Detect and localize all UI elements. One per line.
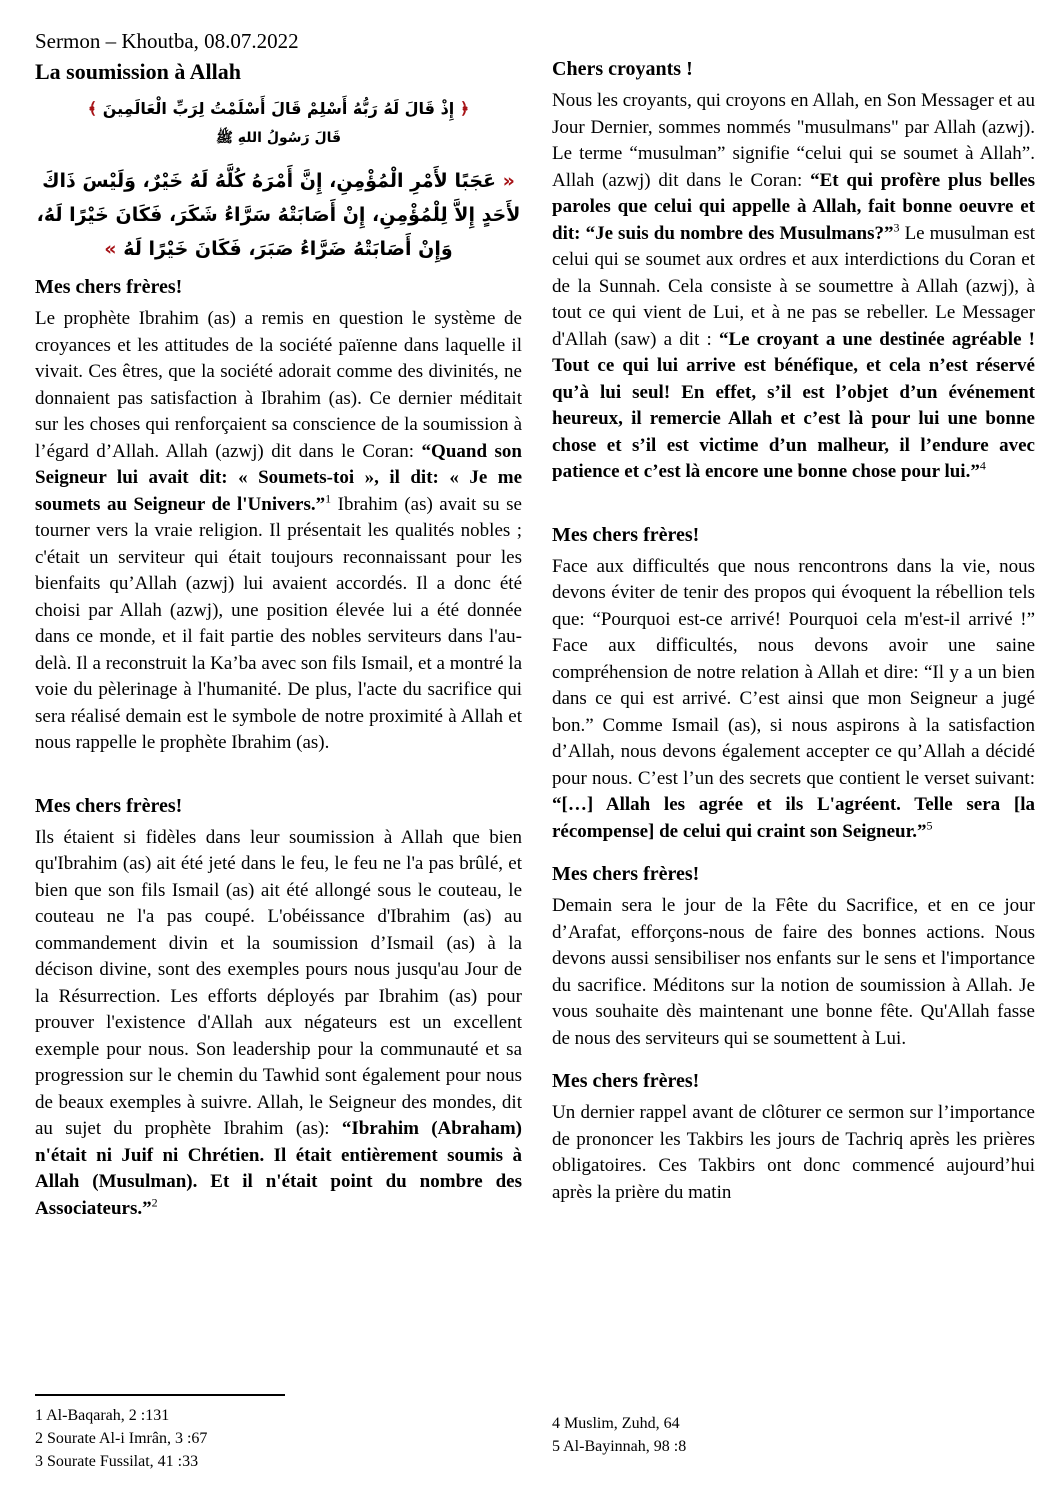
footnote-list-left xyxy=(35,1404,522,1473)
section-heading: Mes chers frères! xyxy=(552,523,700,546)
ornate-close-bracket: ﴾ xyxy=(87,99,98,118)
body-text: Le musulman est celui qui se soumet aux ordres et aux interdictions du Coran et de la Sunnah. Cela consiste à se soumettre à Allah (azwj), à tout ce qui vient de Lui, et à ne pas se rebeller. Le Messager d'Allah (saw) a dit : xyxy=(552,222,1036,350)
footnote-separator-rule xyxy=(35,1394,285,1396)
section-heading: Mes chers frères! xyxy=(35,276,183,298)
arabic-block xyxy=(35,94,522,266)
section-heading: Mes chers frères! xyxy=(552,863,700,885)
footnote-reference: 2 xyxy=(151,1195,158,1210)
arabic-verse-text: إِذْ قَالَ لَهُ رَبُّهُ أَسْلِمْ قَالَ أَسْلَمْتُ لِرَبِّ الْعَالَمِينَ xyxy=(102,99,455,118)
footnote-reference: 1 xyxy=(325,491,332,506)
right-column xyxy=(552,56,1035,1214)
body-paragraph xyxy=(552,88,1035,486)
arabic-hadith xyxy=(35,164,522,266)
left-column xyxy=(35,28,522,1230)
body-paragraph xyxy=(552,893,1035,1052)
footnote: 2 Sourate Al-i Imrân, 3 :67 xyxy=(35,1430,208,1447)
footnote-reference: 5 xyxy=(926,818,933,833)
body-text: Demain sera le jour de la Fête du Sacrifice, et en ce jour d’Arafat, efforçons-nous de faire des bonnes actions. Nous devons aussi sensibiliser nos enfants sur le sens et l'importance du sacrifice. Méditons sur la notion de soumission à Allah. Je vous souhaite dès maintenant une bonne fête. Qu'Allah fasse de nous des serviteurs qui se soumettent à Lui. xyxy=(552,895,1035,1049)
footnote: 1 Al-Baqarah, 2 :131 xyxy=(35,1407,170,1424)
guillemet-close: » xyxy=(104,238,117,260)
footnote: 3 Sourate Fussilat, 41 :33 xyxy=(35,1453,199,1470)
ornate-open-bracket: ﴿ xyxy=(459,99,470,118)
right-column-text xyxy=(552,56,1035,1206)
footnote: 5 Al-Bayinnah, 98 :8 xyxy=(552,1438,687,1455)
body-text: Un dernier rappel avant de clôturer ce sermon sur l’importance de prononcer les Takbirs les jours de Tachriq après les prières obligatoires. Ces Takbirs ont donc commencé aujourd’hui après la prière du matin xyxy=(552,1102,1035,1203)
arabic-attribution-line: قَالَ رَسُولُ اللهِ ﷺ xyxy=(215,130,342,146)
document-date-line: Sermon – Khoutba, 08.07.2022 xyxy=(35,29,299,53)
section-heading: Mes chers frères! xyxy=(552,1070,700,1092)
body-paragraph xyxy=(552,1100,1035,1206)
quote-bold-text: “Ibrahim (Abraham) n'était ni Juif ni Chrétien. Il était entièrement soumis à Allah (Musulman). Et il n'était point du nombre des Associateurs.” xyxy=(35,1118,522,1219)
body-text: Face aux difficultés que nous rencontrons dans la vie, nous devons éviter de tenir des propos qui évoquent la rébellion tels que: “Pourquoi est-ce arrivé! Pourquoi cela m'est-il arrivé !” Face aux difficultés, nous devons avoir une saine compréhension de notre relation à Allah et dire: “Il y a un bien dans ce qui est arrivé. C’est ainsi que mon Seigneur a jugé bon.” Comme Ismail (as), si nous aspirons à la satisfaction d’Allah, nous devons également accepter ce qu’Allah a décidé pour nous. C’est l’un des secrets que contient le verset suivant: xyxy=(552,555,1035,789)
guillemet-open: « xyxy=(502,170,515,192)
footnote: 4 Muslim, Zuhd, 64 xyxy=(552,1415,680,1432)
page-title: La soumission à Allah xyxy=(35,59,242,84)
body-text: Nous les croyants, qui croyons en Allah, en Son Messager et au Jour Dernier, sommes nommés "musulmans" par Allah (azwj). Le terme “musulman” signifie “celui qui se soumet à Allah”. Allah (azwj) dit dans le Coran: xyxy=(552,90,1035,191)
body-text: Ibrahim (as) avait su se tourner vers la vraie religion. Il présentait les qualités nobles ; c'était un serviteur qui était toujours reconnaissant pour les bienfaits qu’Allah (azwj) lui avaient accordés. Il a donc été choisi par Allah (azwj), une position élevée lui a été donnée dans ce monde, et il fait partie des nobles serviteurs dans l'au-delà. Il a reconstruit la Ka’ba avec son fils Ismail, et a montré la voie du pèlerinage à l'humanité. De plus, l'acte du sacrifice qui sera réalisé demain est le symbole de notre proximité à Allah et nous rappelle le prophète Ibrahim (as). xyxy=(35,493,522,753)
section-heading: Mes chers frères! xyxy=(35,794,183,817)
quote-bold-text: “Et qui profère plus belles paroles que celui qui appelle à Allah, fait bonne oeuvre et dit: “Je suis du nombre des Musulmans?” xyxy=(552,169,1036,244)
quote-bold-text: “Le croyant a une destinée agréable ! Tout ce qui lui arrive est bénéfique, et cela n’est réservé qu’à lui seul! En effet, s’il est l’objet d’un événement heureux, il remercie Allah et c’est là pour lui une bonne chose et s’il est victime d’un malheur, il l’endure avec patience et c’est là encore une bonne chose pour lui.” xyxy=(552,328,1035,482)
body-paragraph xyxy=(35,825,522,1223)
footnote-reference: 3 xyxy=(893,220,900,235)
footnote-reference: 4 xyxy=(979,458,986,473)
footnote-list-right xyxy=(552,1412,1035,1458)
section-heading: Chers croyants ! xyxy=(552,58,693,80)
quote-bold-text: “Quand son Seigneur lui avait dit: « Soumets-toi », il dit: « Je me soumets au Seigneur de l'Univers.” xyxy=(35,440,522,515)
quote-bold-text: “[…] Allah les agrée et ils L'agréent. Telle sera [la récompense] de celui qui craint son Seigneur.” xyxy=(552,794,1035,842)
left-column-text xyxy=(35,274,522,1222)
body-text: Le prophète Ibrahim (as) a remis en question le système de croyances et les attitudes de la société païenne dans laquelle il vivait. Ces êtres, que la société adorait comme des divinités, ne donnaient pas satisfaction à Ibrahim (as). Ce dernier méditait sur les choses qui renforçaient sa conscience de la soumission à l’égard d’Allah. Allah (azwj) dit dans le Coran: xyxy=(35,308,522,462)
body-paragraph xyxy=(35,306,522,757)
arabic-hadith-text: عَجَبًا لأَمْرِ الْمُؤْمِنِ، إِنَّ أَمْرَهُ كُلَّهُ لَهُ خَيْرٌ، وَلَيْسَ ذَاكَ لأَحَدٍ إِلاَّ لِلْمُؤْمِنِ، إِنْ أَصَابَتْهُ سَرَّاءُ شَكَرَ، فَكَانَ خَيْرًا لَهُ، وَإِنْ أَصَابَتْهُ ضَرَّاءُ صَبَرَ، فَكَانَ خَيْرًا لَهُ xyxy=(36,170,521,260)
body-paragraph xyxy=(552,554,1035,846)
footnotes-right xyxy=(552,1412,1035,1458)
body-text: Ils étaient si fidèles dans leur soumission à Allah que bien qu'Ibrahim (as) ait été jeté dans le feu, le feu ne l'a pas brûlé, et bien que son fils Ismail (as) ait été allongé sous le couteau, le couteau ne l'a pas coupé. L'obéissance d'Ibrahim (as) au commandement divin et la soumission d’Ismail (as) à la décison divine, sont des exemples pours nous jusqu'au Jour de la Résurrection. Les efforts déployés par Ibrahim (as) pour prouver l'existence d'Allah aux négateurs est un excellent exemple pour nous. Son leadership pour la communauté et sa progression sur le chemin du Tawhid sont également pour nous de beaux exemples à suivre. Allah, le Seigneur des mondes, dit au sujet du prophète Ibrahim (as): xyxy=(35,826,522,1139)
footnotes-left xyxy=(35,1394,522,1473)
arabic-quran-verse xyxy=(35,94,522,124)
